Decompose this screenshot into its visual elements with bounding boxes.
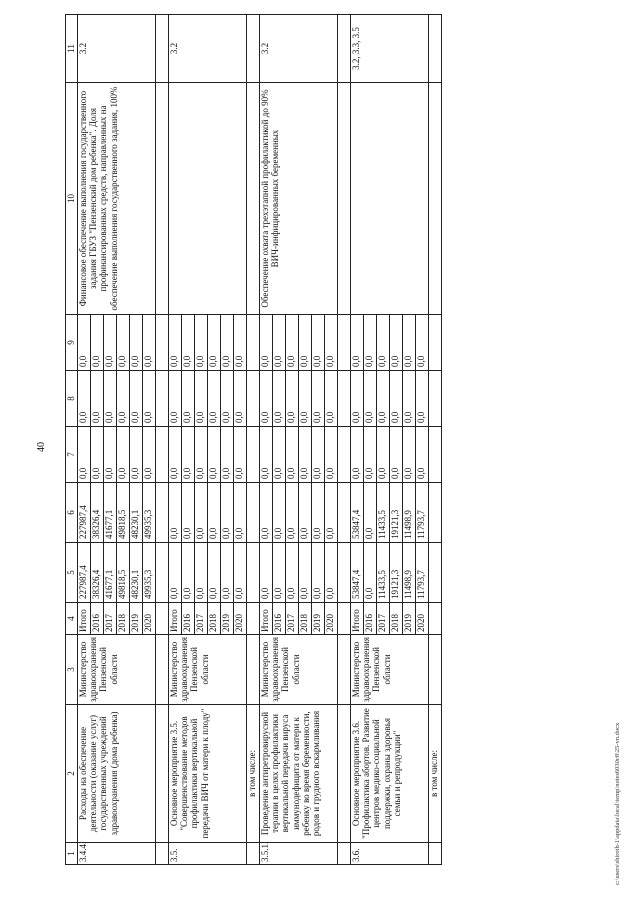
- amount-cell: 0,0: [390, 427, 403, 483]
- amount-cell: 0,0: [208, 427, 221, 483]
- amount-cell: 53847,4: [351, 543, 364, 603]
- year-cell: Итого: [260, 603, 273, 635]
- amount-cell: 19121,3: [390, 543, 403, 603]
- gap-cell: [429, 315, 442, 371]
- amount-cell: 0,0: [117, 371, 130, 427]
- amount-cell: 0,0: [325, 315, 338, 371]
- amount-cell: 0,0: [351, 427, 364, 483]
- executor: Министерство здравоохранения Пензенской области: [169, 635, 247, 705]
- amount-cell: 0,0: [286, 543, 299, 603]
- amount-cell: 0,0: [130, 315, 143, 371]
- gap-label: в том числе:: [429, 705, 442, 843]
- amount-cell: 49818,5: [117, 543, 130, 603]
- rotated-table-container: [65, 15, 575, 865]
- amount-cell: 0,0: [104, 427, 117, 483]
- amount-cell: 0,0: [260, 483, 273, 543]
- gap-cell: [156, 315, 169, 371]
- gap-cell: [156, 543, 169, 603]
- year-cell: 2017: [195, 603, 208, 635]
- amount-cell: 38326,4: [91, 543, 104, 603]
- measure-number: 3.6.: [351, 843, 429, 865]
- indicator-link: 3.2, 3.3, 3.5: [351, 15, 429, 83]
- amount-cell: 0,0: [143, 315, 156, 371]
- amount-cell: 38326,4: [91, 483, 104, 543]
- amount-cell: 0,0: [117, 315, 130, 371]
- header-cell: 11: [66, 15, 78, 83]
- year-cell: 2020: [234, 603, 247, 635]
- indicator-text: Обеспечение охвата трехэтапной профилактикой до 90% ВИЧ-инфицированных беременных: [260, 83, 338, 315]
- amount-cell: 48230,1: [130, 543, 143, 603]
- amount-cell: 0,0: [312, 427, 325, 483]
- header-cell: 6: [66, 483, 78, 543]
- amount-cell: 0,0: [117, 427, 130, 483]
- amount-cell: 0,0: [299, 543, 312, 603]
- amount-cell: 11498,9: [403, 543, 416, 603]
- executor: Министерство здравоохранения Пензенской области: [351, 635, 429, 705]
- gap-cell: [429, 427, 442, 483]
- amount-cell: 0,0: [221, 543, 234, 603]
- amount-cell: 0,0: [143, 371, 156, 427]
- amount-cell: 0,0: [273, 427, 286, 483]
- header-cell: 1: [66, 843, 78, 865]
- table-row: [78, 15, 91, 865]
- amount-cell: 49818,5: [117, 483, 130, 543]
- gap-cell: [156, 15, 169, 83]
- amount-cell: 0,0: [312, 315, 325, 371]
- amount-cell: 0,0: [403, 315, 416, 371]
- year-cell: 2016: [364, 603, 377, 635]
- gap-cell: [156, 427, 169, 483]
- gap-cell: [156, 603, 169, 635]
- amount-cell: 0,0: [208, 483, 221, 543]
- gap-row: [156, 15, 169, 865]
- amount-cell: 0,0: [403, 427, 416, 483]
- year-cell: 2017: [286, 603, 299, 635]
- amount-cell: 0,0: [182, 315, 195, 371]
- gap-cell: [247, 603, 260, 635]
- amount-cell: 0,0: [169, 427, 182, 483]
- gap-row: [429, 15, 442, 865]
- amount-cell: 0,0: [78, 315, 91, 371]
- year-cell: 2019: [221, 603, 234, 635]
- amount-cell: 0,0: [221, 371, 234, 427]
- amount-cell: 0,0: [286, 315, 299, 371]
- gap-cell: [338, 83, 351, 315]
- year-cell: 2020: [143, 603, 156, 635]
- amount-cell: 0,0: [208, 543, 221, 603]
- amount-cell: 0,0: [312, 371, 325, 427]
- amount-cell: 0,0: [273, 315, 286, 371]
- amount-cell: 49935,3: [143, 483, 156, 543]
- amount-cell: 0,0: [364, 427, 377, 483]
- amount-cell: 0,0: [416, 427, 429, 483]
- amount-cell: 11433,5: [377, 483, 390, 543]
- gap-cell: [338, 371, 351, 427]
- gap-cell: [338, 603, 351, 635]
- amount-cell: 0,0: [377, 371, 390, 427]
- amount-cell: 0,0: [390, 371, 403, 427]
- year-cell: Итого: [169, 603, 182, 635]
- gap-row: [247, 15, 260, 865]
- amount-cell: 0,0: [403, 371, 416, 427]
- gap-label: в том числе:: [247, 705, 260, 843]
- amount-cell: 0,0: [195, 543, 208, 603]
- amount-cell: 11793,7: [416, 483, 429, 543]
- amount-cell: 0,0: [182, 427, 195, 483]
- table-body: [78, 15, 442, 865]
- year-cell: 2019: [403, 603, 416, 635]
- year-cell: 2018: [208, 603, 221, 635]
- gap-cell: [338, 315, 351, 371]
- year-cell: Итого: [351, 603, 364, 635]
- gap-cell: [429, 483, 442, 543]
- header-cell: 3: [66, 635, 78, 705]
- amount-cell: 0,0: [195, 427, 208, 483]
- amount-cell: 48230,1: [130, 483, 143, 543]
- amount-cell: 0,0: [286, 371, 299, 427]
- program-measures-table: [65, 14, 442, 865]
- amount-cell: 0,0: [299, 427, 312, 483]
- indicator-link: 3.2: [260, 15, 338, 83]
- gap-cell: [429, 635, 442, 705]
- year-cell: Итого: [78, 603, 91, 635]
- measure-name: Основное мероприятие 3.6. "Профилактика абортов. Развитие центров медико-социальной поддержки, охраны здоровья семьи и репродукции": [351, 705, 429, 843]
- gap-cell: [338, 843, 351, 865]
- year-cell: 2016: [273, 603, 286, 635]
- amount-cell: 0,0: [195, 371, 208, 427]
- amount-cell: 0,0: [325, 543, 338, 603]
- gap-cell: [247, 315, 260, 371]
- amount-cell: 227987,4: [78, 483, 91, 543]
- amount-cell: 0,0: [234, 315, 247, 371]
- year-cell: 2019: [312, 603, 325, 635]
- amount-cell: 0,0: [208, 371, 221, 427]
- amount-cell: 0,0: [260, 427, 273, 483]
- gap-cell: [156, 635, 169, 705]
- amount-cell: 0,0: [221, 427, 234, 483]
- year-cell: 2016: [91, 603, 104, 635]
- amount-cell: 0,0: [169, 483, 182, 543]
- gap-cell: [156, 843, 169, 865]
- gap-cell: [429, 371, 442, 427]
- indicator-text: [351, 83, 429, 315]
- year-cell: 2017: [104, 603, 117, 635]
- amount-cell: 0,0: [182, 483, 195, 543]
- amount-cell: 0,0: [351, 371, 364, 427]
- measure-number: 3.4.4.: [78, 843, 156, 865]
- year-cell: 2018: [299, 603, 312, 635]
- gap-cell: [247, 843, 260, 865]
- amount-cell: 0,0: [195, 483, 208, 543]
- year-cell: 2018: [390, 603, 403, 635]
- table-row: [260, 15, 273, 865]
- header-cell: 4: [66, 603, 78, 635]
- amount-cell: 41677,1: [104, 483, 117, 543]
- amount-cell: 0,0: [234, 483, 247, 543]
- amount-cell: 49935,3: [143, 543, 156, 603]
- amount-cell: 0,0: [182, 543, 195, 603]
- amount-cell: 0,0: [104, 371, 117, 427]
- amount-cell: 0,0: [390, 315, 403, 371]
- gap-cell: [338, 483, 351, 543]
- amount-cell: 0,0: [286, 483, 299, 543]
- amount-cell: 0,0: [364, 371, 377, 427]
- indicator-text: Финансовое обеспечение выполнения государственного задания ГБУЗ "Пензенский дом ребенка". Доля профинансированных средств, направленных на обеспечение выполнения государственного задания, 100%: [78, 83, 156, 315]
- gap-cell: [429, 543, 442, 603]
- amount-cell: 0,0: [299, 371, 312, 427]
- gap-cell: [338, 427, 351, 483]
- amount-cell: 19121,3: [390, 483, 403, 543]
- amount-cell: 0,0: [377, 427, 390, 483]
- amount-cell: 0,0: [104, 315, 117, 371]
- executor: Министерство здравоохранения Пензенской области: [260, 635, 338, 705]
- amount-cell: 0,0: [143, 427, 156, 483]
- header-cell: 9: [66, 315, 78, 371]
- gap-cell: [429, 83, 442, 315]
- year-cell: 2019: [130, 603, 143, 635]
- measure-name: Основное мероприятие 3.5. "Совершенствование методов профилактики вертикальной передачи ВИЧ от матери к плоду": [169, 705, 247, 843]
- amount-cell: 0,0: [182, 371, 195, 427]
- gap-cell: [247, 15, 260, 83]
- amount-cell: 0,0: [325, 427, 338, 483]
- gap-cell: [247, 371, 260, 427]
- amount-cell: 0,0: [78, 371, 91, 427]
- amount-cell: 11793,7: [416, 543, 429, 603]
- measure-number: 3.5.: [169, 843, 247, 865]
- amount-cell: 0,0: [273, 483, 286, 543]
- amount-cell: 0,0: [299, 483, 312, 543]
- gap-cell: [247, 427, 260, 483]
- gap-cell: [338, 635, 351, 705]
- amount-cell: 0,0: [208, 315, 221, 371]
- amount-cell: 0,0: [260, 543, 273, 603]
- amount-cell: 0,0: [364, 543, 377, 603]
- amount-cell: 0,0: [221, 483, 234, 543]
- amount-cell: 0,0: [78, 427, 91, 483]
- amount-cell: 0,0: [416, 315, 429, 371]
- gap-cell: [429, 15, 442, 83]
- amount-cell: 227987,4: [78, 543, 91, 603]
- amount-cell: 11433,5: [377, 543, 390, 603]
- header-cell: 8: [66, 371, 78, 427]
- gap-label: [338, 705, 351, 843]
- amount-cell: 0,0: [325, 483, 338, 543]
- amount-cell: 0,0: [416, 371, 429, 427]
- column-number-row: [66, 15, 78, 865]
- amount-cell: 0,0: [169, 371, 182, 427]
- amount-cell: 0,0: [364, 315, 377, 371]
- header-cell: 7: [66, 427, 78, 483]
- amount-cell: 0,0: [130, 427, 143, 483]
- gap-row: [338, 15, 351, 865]
- amount-cell: 0,0: [91, 427, 104, 483]
- gap-cell: [247, 635, 260, 705]
- gap-cell: [156, 83, 169, 315]
- amount-cell: 0,0: [234, 427, 247, 483]
- gap-cell: [429, 843, 442, 865]
- indicator-link: 3.2: [169, 15, 247, 83]
- amount-cell: 0,0: [377, 315, 390, 371]
- year-cell: 2017: [377, 603, 390, 635]
- document-file-path: c:\users\shiroth-1\appdata\local\temp\notes6030c8\25-vn.docx: [614, 722, 621, 885]
- year-cell: 2020: [325, 603, 338, 635]
- amount-cell: 0,0: [273, 371, 286, 427]
- amount-cell: 0,0: [130, 371, 143, 427]
- gap-cell: [338, 15, 351, 83]
- gap-cell: [247, 83, 260, 315]
- amount-cell: 0,0: [169, 543, 182, 603]
- indicator-link: 3.2: [78, 15, 156, 83]
- header-cell: 2: [66, 705, 78, 843]
- gap-cell: [156, 483, 169, 543]
- amount-cell: 53847,4: [351, 483, 364, 543]
- gap-label: [156, 705, 169, 843]
- amount-cell: 0,0: [234, 543, 247, 603]
- amount-cell: 0,0: [260, 315, 273, 371]
- amount-cell: 0,0: [325, 371, 338, 427]
- header-cell: 5: [66, 543, 78, 603]
- amount-cell: 0,0: [286, 427, 299, 483]
- amount-cell: 0,0: [364, 483, 377, 543]
- amount-cell: 41677,1: [104, 543, 117, 603]
- amount-cell: 0,0: [312, 543, 325, 603]
- amount-cell: 0,0: [299, 315, 312, 371]
- gap-cell: [429, 603, 442, 635]
- gap-cell: [338, 543, 351, 603]
- amount-cell: 0,0: [312, 483, 325, 543]
- year-cell: 2018: [117, 603, 130, 635]
- indicator-text: [169, 83, 247, 315]
- amount-cell: 0,0: [273, 543, 286, 603]
- executor: Министерство здравоохранения Пензенской области: [78, 635, 156, 705]
- amount-cell: 0,0: [351, 315, 364, 371]
- year-cell: 2016: [182, 603, 195, 635]
- gap-cell: [247, 543, 260, 603]
- amount-cell: 0,0: [91, 315, 104, 371]
- amount-cell: 0,0: [91, 371, 104, 427]
- table-row: [169, 15, 182, 865]
- measure-name: Проведение антиретровирусной терапии в целях профилактики вертикальной передачи вируса иммунодефицита от матери к ребенку во время беременности, родов и грудного вскармливания: [260, 705, 338, 843]
- header-cell: 10: [66, 83, 78, 315]
- table-row: [351, 15, 364, 865]
- amount-cell: 0,0: [195, 315, 208, 371]
- amount-cell: 11498,9: [403, 483, 416, 543]
- page-number: 40: [36, 442, 47, 452]
- amount-cell: 0,0: [260, 371, 273, 427]
- amount-cell: 0,0: [169, 315, 182, 371]
- year-cell: 2020: [416, 603, 429, 635]
- gap-cell: [247, 483, 260, 543]
- gap-cell: [156, 371, 169, 427]
- measure-number: 3.5.1.: [260, 843, 338, 865]
- amount-cell: 0,0: [234, 371, 247, 427]
- amount-cell: 0,0: [221, 315, 234, 371]
- measure-name: Расходы на обеспечение деятельности (оказание услуг) государственных учреждений здравоохранения (дома ребенка): [78, 705, 156, 843]
